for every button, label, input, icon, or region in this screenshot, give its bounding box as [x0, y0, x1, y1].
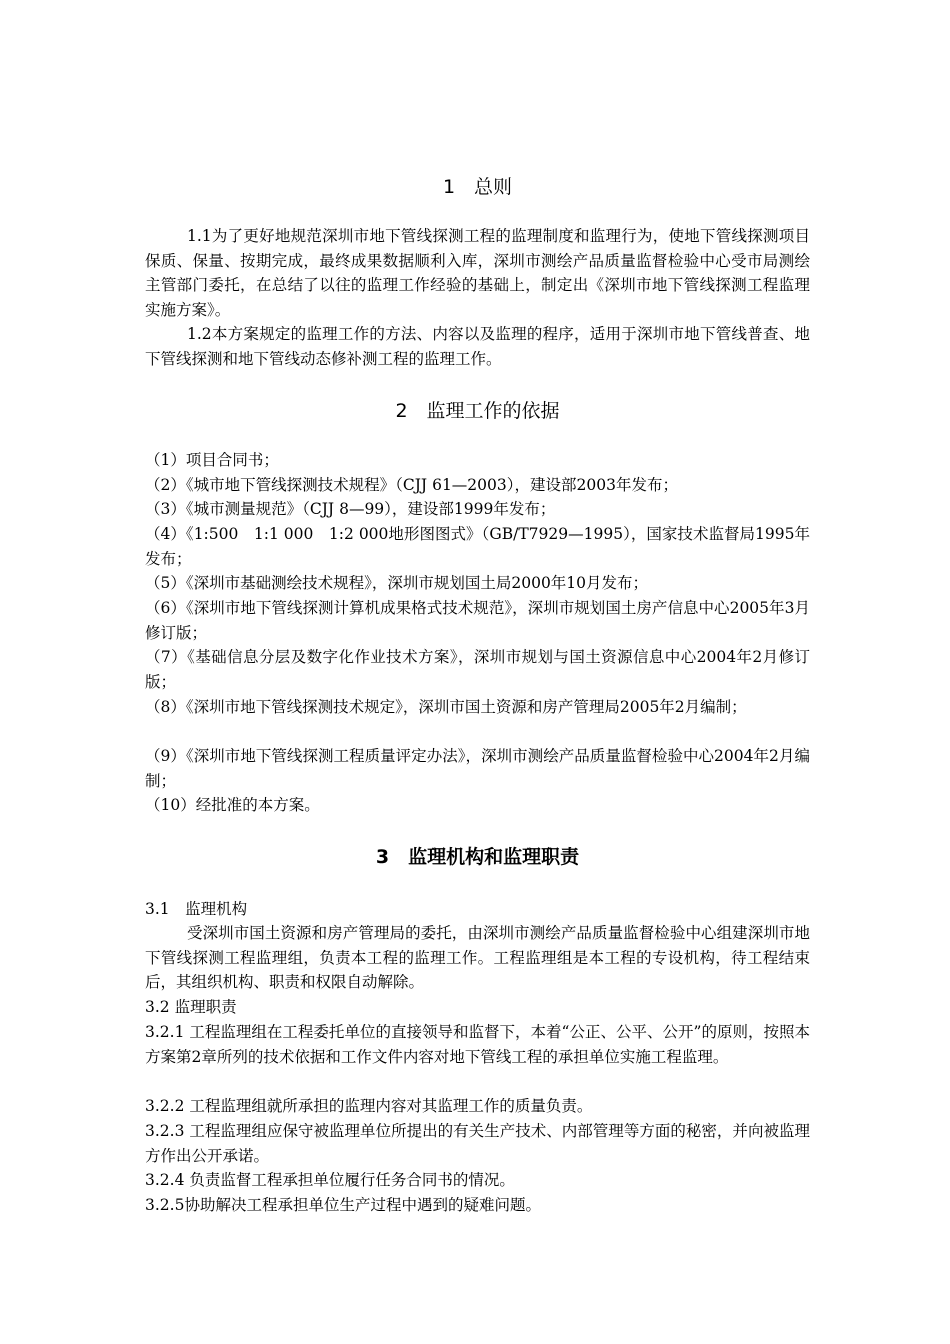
paragraph-1-1: 1.1为了更好地规范深圳市地下管线探测工程的监理制度和监理行为，使地下管线探测项目保质、保量、按期完成，最终成果数据顺利入库，深圳市测绘产品质量监督检验中心受市局测绘主管部门委托，在总结了以往的监理工作经验的基础上，制定出《深圳市地下管线探测工程监理实施方案》。 — [145, 227, 810, 319]
subsection-3-2-title: 3.2 监理职责 — [145, 998, 237, 1016]
basis-item-1: （1）项目合同书； — [145, 451, 279, 469]
subsection-3-1-title: 3.1 监理机构 — [145, 900, 248, 918]
basis-item-5: （5）《深圳市基础测绘技术规程》，深圳市规划国土局2000年10月发布； — [145, 574, 649, 592]
duty-3-2-5: 3.2.5协助解决工程承担单位生产过程中遇到的疑难问题。 — [145, 1196, 541, 1214]
paragraph-1-2: 1.2本方案规定的监理工作的方法、内容以及监理的程序，适用于深圳市地下管线普查、地下管线探测和地下管线动态修补测工程的监理工作。 — [145, 325, 810, 368]
duty-3-2-2: 3.2.2 工程监理组就所承担的监理内容对其监理工作的质量负责。 — [145, 1097, 593, 1115]
section-1-heading: 1 总则 — [442, 176, 513, 198]
basis-item-3: （3）《城市测量规范》（CJJ 8—99），建设部1999年发布； — [145, 500, 556, 518]
basis-item-8: （8）《深圳市地下管线探测技术规定》，深圳市国土资源和房产管理局2005年2月编制； — [145, 698, 747, 716]
basis-item-10: （10）经批准的本方案。 — [145, 796, 320, 814]
basis-item-6: （6）《深圳市地下管线探测计算机成果格式技术规范》，深圳市规划国土房产信息中心2005年3月修订版； — [145, 599, 810, 642]
duty-3-2-3: 3.2.3 工程监理组应保守被监理单位所提出的有关生产技术、内部管理等方面的秘密，并向被监理方作出公开承诺。 — [145, 1122, 810, 1165]
basis-item-7: （7）《基础信息分层及数字化作业技术方案》，深圳市规划与国土资源信息中心2004年2月修订版； — [145, 648, 810, 691]
basis-item-4: （4）《1:500 1:1 000 1:2 000地形图图式》（GB/T7929—1995），国家技术监督局1995年发布； — [145, 525, 810, 568]
section-2-heading: 2 监理工作的依据 — [395, 400, 560, 422]
duty-3-2-4: 3.2.4 负责监督工程承担单位履行任务合同书的情况。 — [145, 1171, 515, 1189]
basis-item-9: （9）《深圳市地下管线探测工程质量评定办法》，深圳市测绘产品质量监督检验中心2004年2月编制； — [145, 747, 810, 790]
basis-item-2: （2）《城市地下管线探测技术规程》（CJJ 61—2003），建设部2003年发布； — [145, 476, 678, 494]
subsection-3-1-text: 受深圳市国土资源和房产管理局的委托，由深圳市测绘产品质量监督检验中心组建深圳市地下管线探测工程监理组，负责本工程的监理工作。工程监理组是本工程的专设机构，待工程结束后，其组织机构、职责和权限自动解除。 — [145, 924, 810, 992]
duty-3-2-1: 3.2.1 工程监理组在工程委托单位的直接领导和监督下，本着“公正、公平、公开”的原则，按照本方案第2章所列的技术依据和工作文件内容对地下管线工程的承担单位实施工程监理。 — [145, 1023, 810, 1066]
section-3-heading: 3 监理机构和监理职责 — [375, 846, 580, 868]
